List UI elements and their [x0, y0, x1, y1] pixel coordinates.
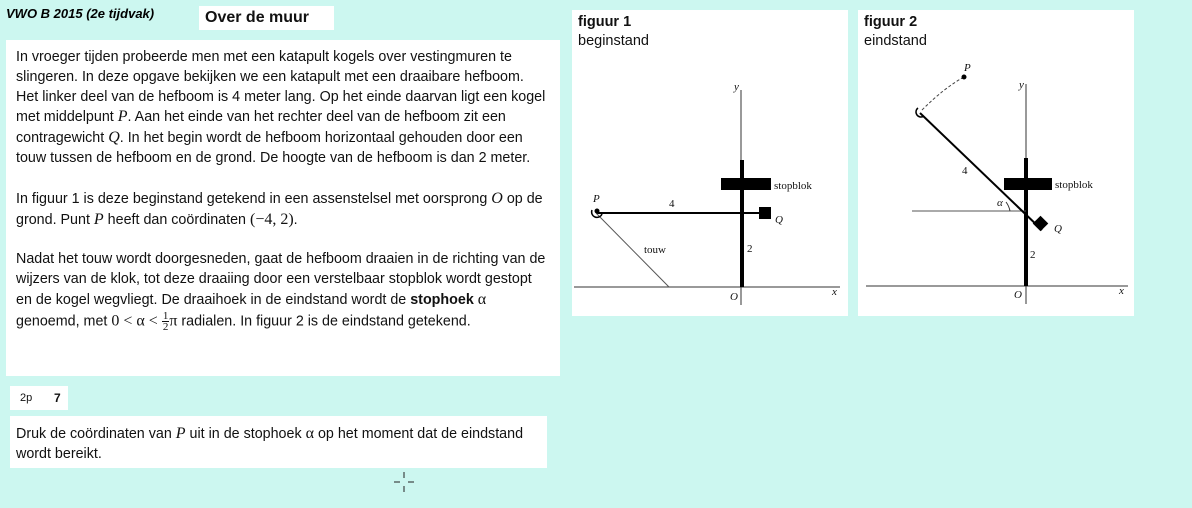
trajectory [922, 77, 964, 110]
label-x: x [832, 286, 837, 298]
label-alpha: α [997, 197, 1003, 209]
intro-paragraph-1: In vroeger tijden probeerde men met een katapult kogels over vestingmuren te slingeren. In deze opgave bekijken we een katapult met een draaibare hefboom. Het linker deel van de hefboom is 4 meter lang. Op het einde daarvan ligt een kogel met middelpunt P. Aan het einde van het rechter deel van de hefboom zit een contragewicht Q. In het begin wordt de hefboom horizontaal gehouden door een touw tussen de hefboom en de grond. De hoogte van de hefboom is dan 2 meter. [16, 49, 546, 166]
label-2: 2 [1030, 249, 1036, 261]
question-points: 2p 7 [10, 386, 68, 410]
label-p: P [964, 62, 971, 74]
label-4: 4 [669, 198, 675, 210]
crosshair-cursor-icon [393, 471, 415, 493]
label-q: Q [1054, 223, 1062, 235]
page-title: Over de muur [199, 6, 334, 30]
counterweight-q [759, 207, 771, 219]
question-text: Druk de coördinaten van P uit in de stophoek α op het moment dat de eindstand wordt bereikt. [10, 416, 547, 468]
label-o: O [730, 291, 738, 303]
exam-label: VWO B 2015 (2e tijdvak) [6, 6, 155, 21]
label-x: x [1119, 285, 1124, 297]
figure-2 [858, 10, 1134, 316]
figure-2-subtitle: eindstand [864, 33, 927, 49]
counterweight-q [1033, 216, 1049, 232]
label-o: O [1014, 289, 1022, 301]
intro-text [6, 40, 560, 376]
label-q: Q [775, 214, 783, 226]
ball-p [595, 209, 600, 214]
ball-p [962, 75, 967, 80]
figure-1-diagram [572, 10, 848, 316]
stopblock [721, 178, 771, 190]
stopblock [1004, 178, 1052, 190]
pillar [1024, 158, 1028, 286]
intro-paragraph-2: In figuur 1 is deze beginstand getekend in een assenstelsel met oorsprong O op de grond. Punt P heeft dan coördinaten (−4, 2). [16, 189, 543, 228]
label-stopblok: stopblok [1055, 179, 1093, 191]
intro-paragraph-3: Nadat het touw wordt doorgesneden, gaat de hefboom draaien in de richting van de wijzers van de klok, tot deze draaiing door een verstelbaar stopblok wordt gestopt en de kogel wegvliegt. De draaihoek in de eindstand wordt de stophoek α genoemd, met 0 < α < $\frac{1}{2}$ π radialen. In figuur 2 is de eindstand getekend. [16, 251, 546, 333]
label-2: 2 [747, 243, 753, 255]
figure-1 [572, 10, 848, 316]
figure-1-subtitle: beginstand [578, 33, 649, 49]
question-number: 7 [54, 391, 61, 405]
label-y: y [1019, 79, 1024, 91]
label-4: 4 [962, 165, 968, 177]
figure-1-title: figuur 1 [578, 14, 632, 30]
label-y: y [734, 81, 739, 93]
lever [920, 113, 1042, 230]
figure-2-diagram [858, 10, 1134, 316]
label-p: P [593, 193, 600, 205]
label-touw: touw [644, 244, 666, 256]
figure-2-title: figuur 2 [864, 14, 918, 30]
angle-arc [1006, 202, 1010, 211]
label-stopblok: stopblok [774, 180, 812, 192]
